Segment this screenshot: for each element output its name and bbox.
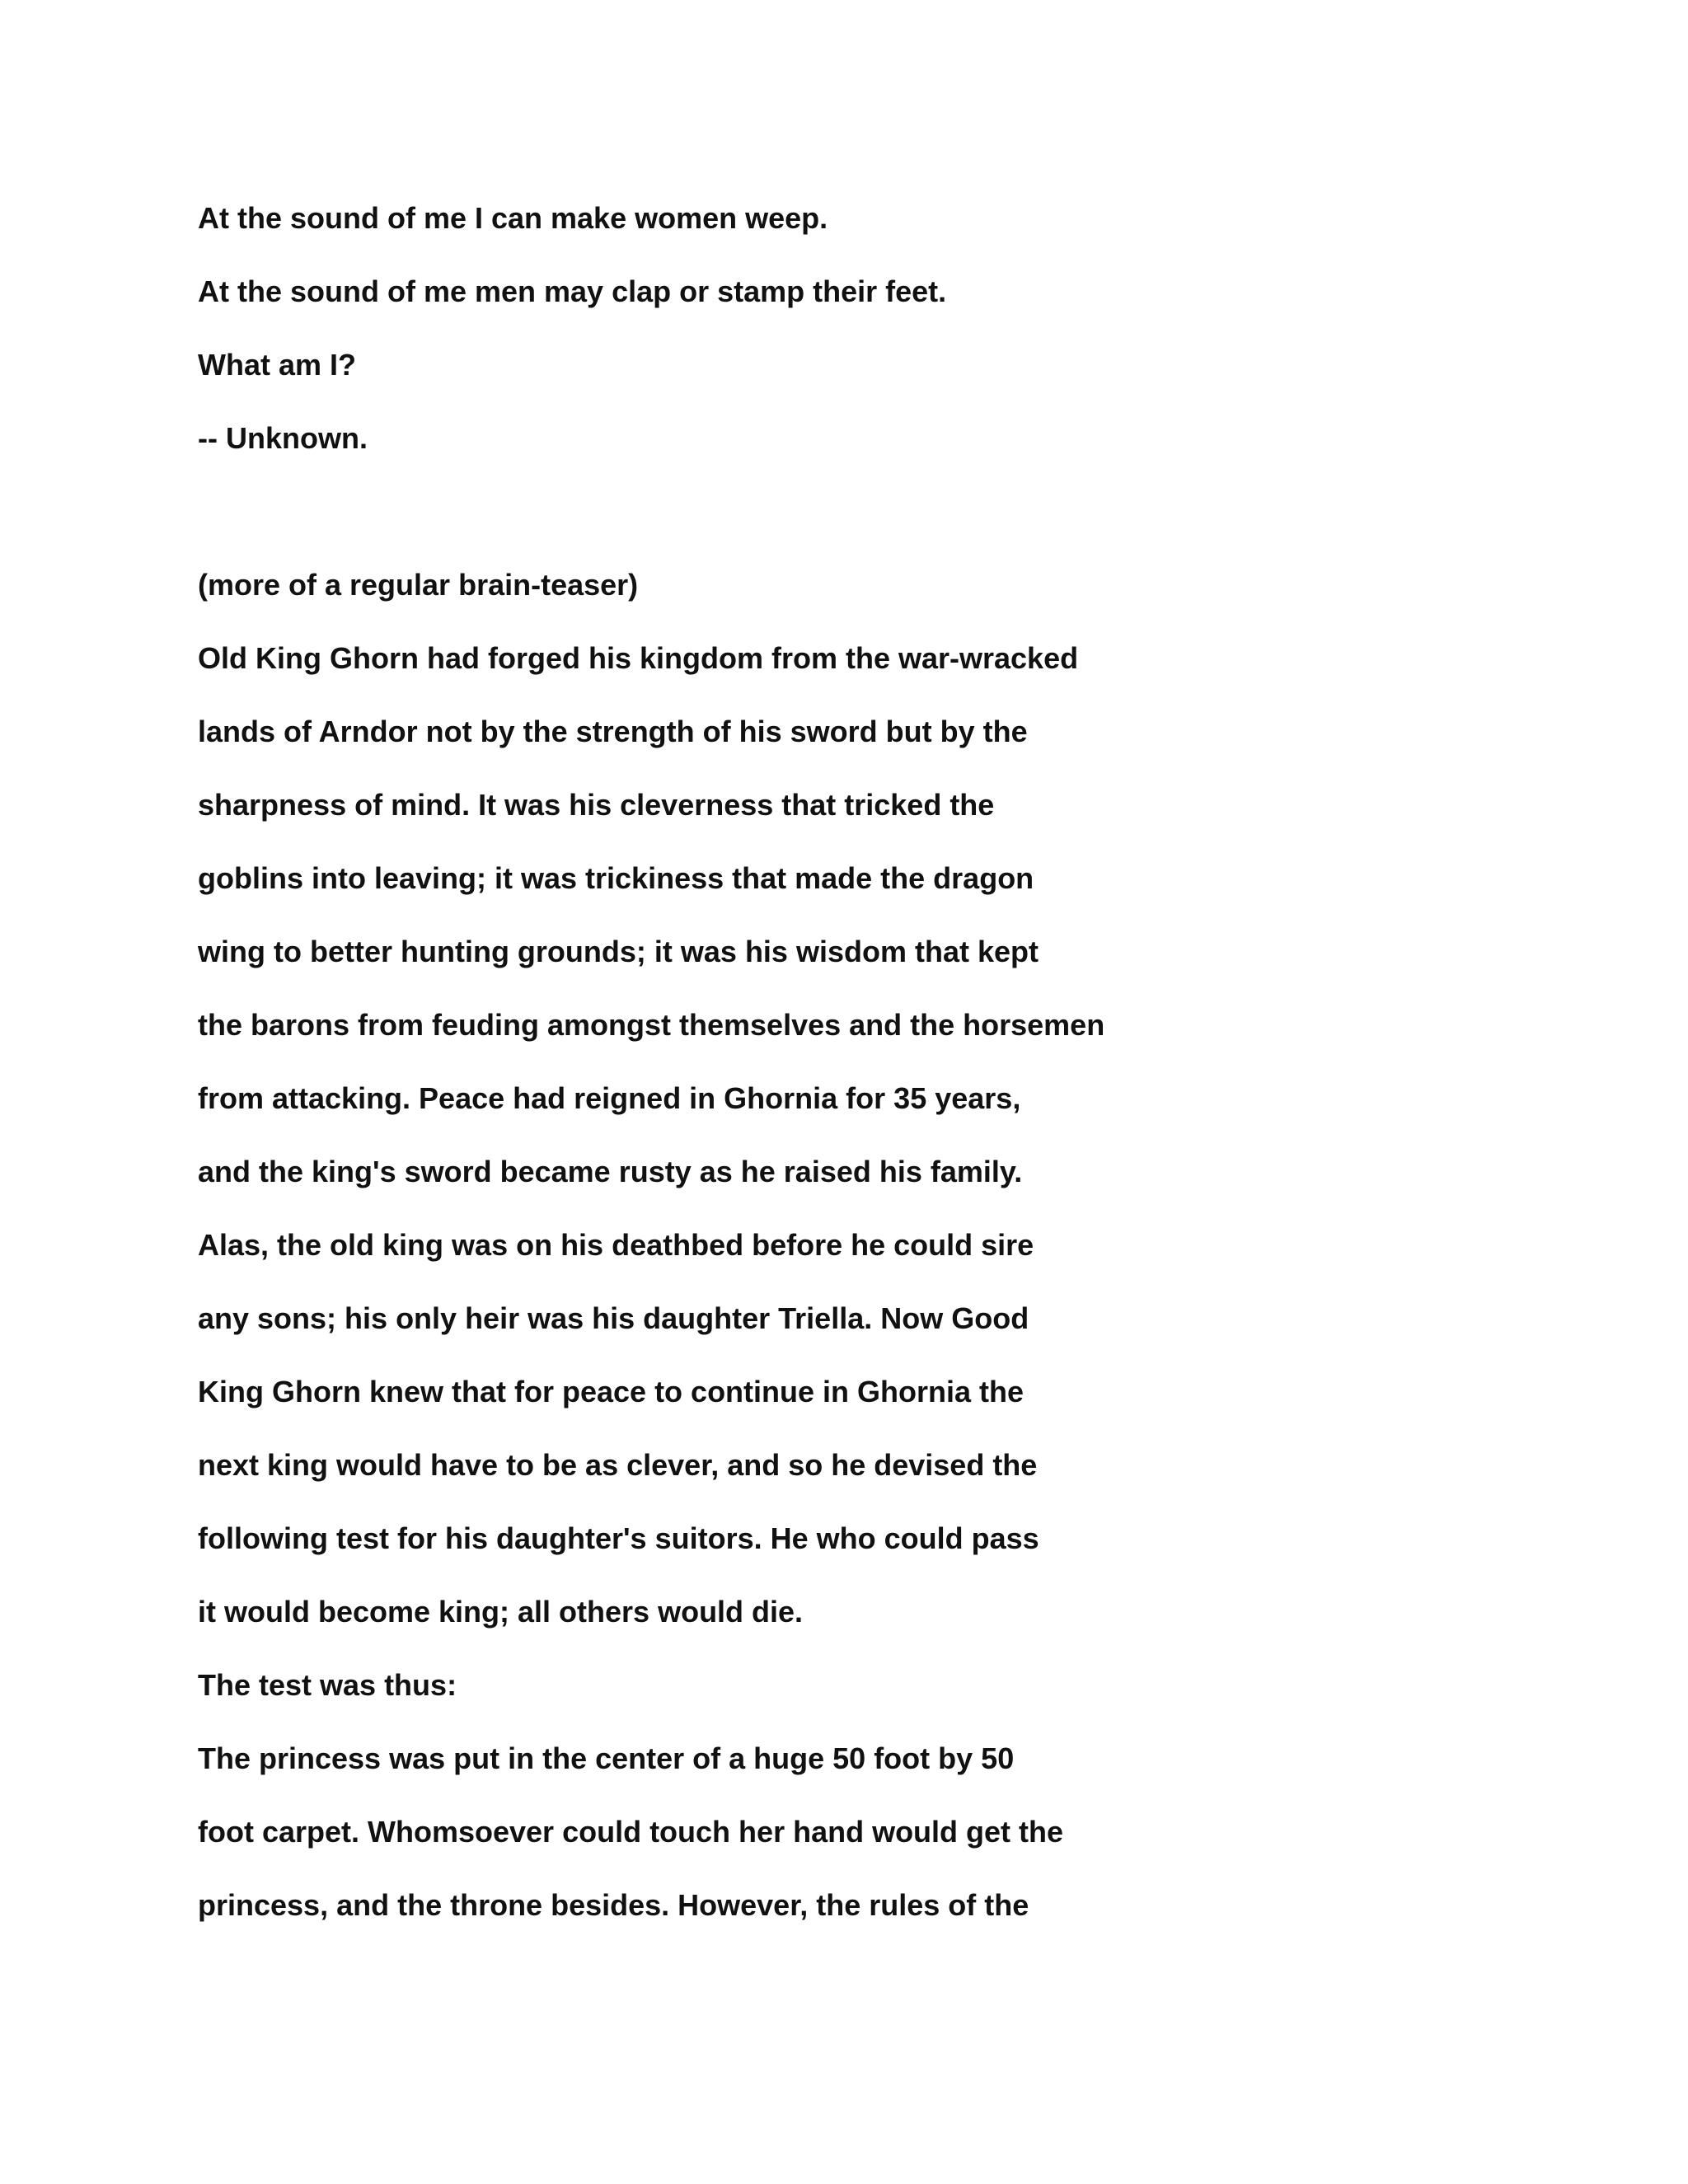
text-line: and the king's sword became rusty as he raised his family. [198,1155,1023,1188]
text-line: The test was thus: [198,1668,457,1702]
text-line: At the sound of me men may clap or stamp their feet. [198,274,947,308]
text-line: -- Unknown. [198,421,368,455]
text-line: from attacking. Peace had reigned in Ghornia for 35 years, [198,1081,1021,1115]
text-line: next king would have to be as clever, and so he devised the [198,1448,1038,1482]
text-line: wing to better hunting grounds; it was his wisdom that kept [198,935,1039,968]
text-line: Alas, the old king was on his deathbed before he could sire [198,1228,1034,1262]
text-line: goblins into leaving; it was trickiness that made the dragon [198,861,1034,895]
text-line: (more of a regular brain-teaser) [198,568,639,602]
text-line: What am I? [198,348,357,382]
text-line: Old King Ghorn had forged his kingdom from the war-wracked [198,641,1079,675]
text-line: At the sound of me I can make women weep. [198,201,828,235]
text-line: The princess was put in the center of a huge 50 foot by 50 [198,1741,1015,1775]
text-line: it would become king; all others would die. [198,1595,804,1629]
text-line: following test for his daughter's suitors. He who could pass [198,1521,1039,1555]
text-line: sharpness of mind. It was his cleverness that tricked the [198,788,995,822]
text-line: any sons; his only heir was his daughter Triella. Now Good [198,1301,1029,1335]
text-line: foot carpet. Whomsoever could touch her hand would get the [198,1815,1064,1849]
text-line: King Ghorn knew that for peace to continue in Ghornia the [198,1375,1025,1408]
text-line: princess, and the throne besides. However, the rules of the [198,1888,1029,1922]
text-line: lands of Arndor not by the strength of his sword but by the [198,715,1028,748]
text-line: the barons from feuding amongst themselves and the horsemen [198,1008,1105,1042]
